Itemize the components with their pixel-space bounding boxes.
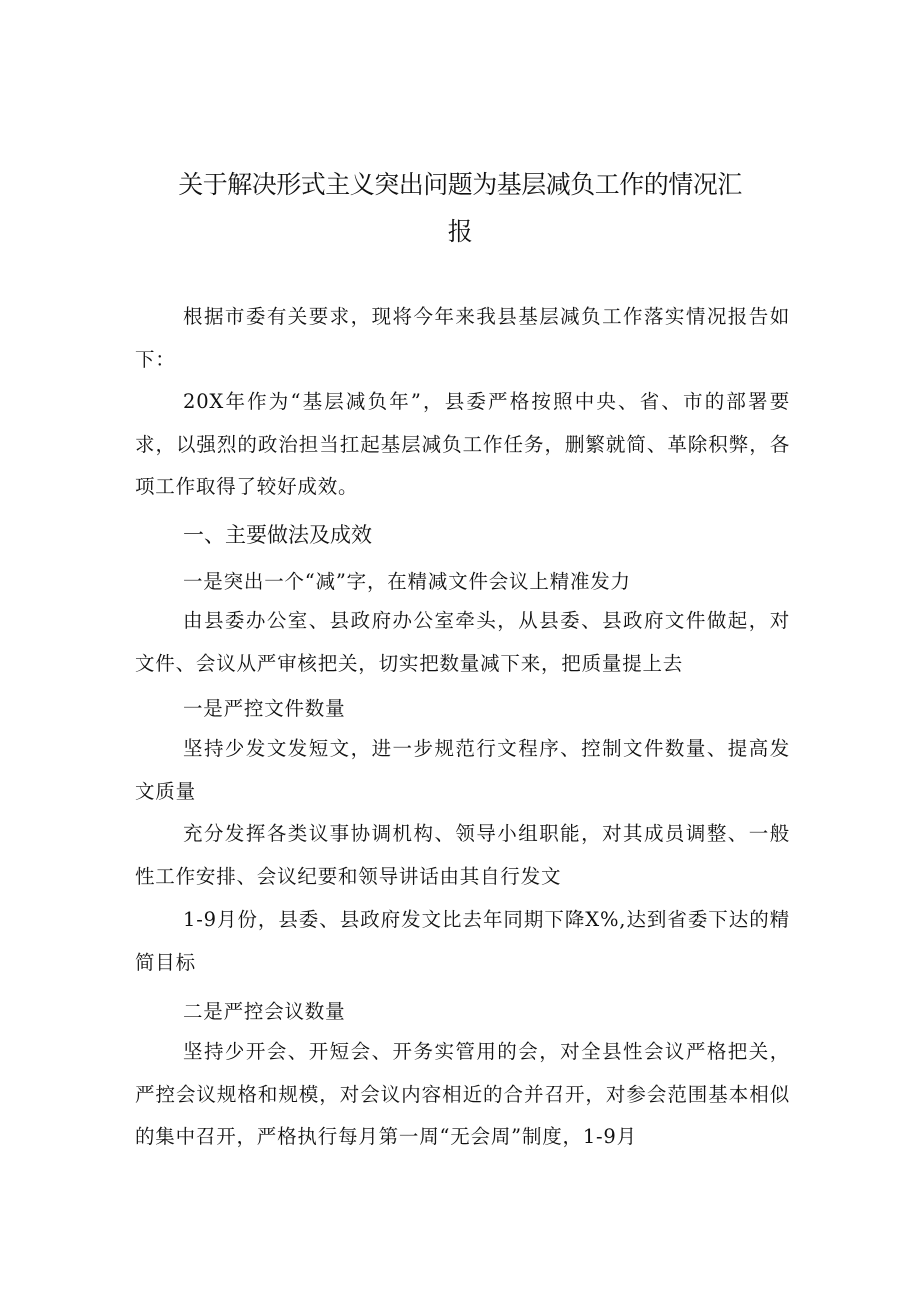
document-title-line1: 关于解决形式主义突出问题为基层减负工作的情况汇 [178, 170, 742, 199]
intro-paragraph: 根据市委有关要求，现将今年来我县基层减负工作落实情况报告如下： [135, 305, 790, 371]
sub2-body1: 坚持少开会、开短会、开务实管用的会，对全县性会议严格把关，严控会议规格和规模，对会议内容相近的合并召开，对参会范围基本相似的集中召开，严格执行每月第一周“无会周”制度，1-9月 [135, 1040, 790, 1148]
sub1-title: 一是严控文件数量 [183, 697, 346, 720]
sub1-body2: 充分发挥各类议事协调机构、领导小组职能，对其成员调整、一般性工作安排、会议纪要和领导讲话由其自行发文 [135, 822, 790, 888]
point1-title: 一是突出一个“减”字，在精减文件会议上精准发力 [183, 570, 631, 593]
sub1-body1: 坚持少发文发短文，进一步规范行文程序、控制文件数量、提高发文质量 [135, 737, 790, 803]
section1-heading: 一、主要做法及成效 [183, 523, 372, 547]
document-title-line2: 报 [447, 217, 473, 246]
point1-body: 由县委办公室、县政府办公室牵头，从县委、县政府文件做起，对文件、会议从严审核把关，切实把数量减下来，把质量提上去 [135, 609, 790, 675]
overview-paragraph: 20X年作为“基层减负年”，县委严格按照中央、省、市的部署要求，以强烈的政治担当扛起基层减负工作任务，删繁就简、革除积弊，各项工作取得了较好成效。 [135, 390, 790, 498]
sub2-title: 二是严控会议数量 [183, 1000, 346, 1023]
sub1-body3: 1-9月份，县委、县政府发文比去年同期下降X%,达到省委下达的精简目标 [135, 908, 790, 974]
